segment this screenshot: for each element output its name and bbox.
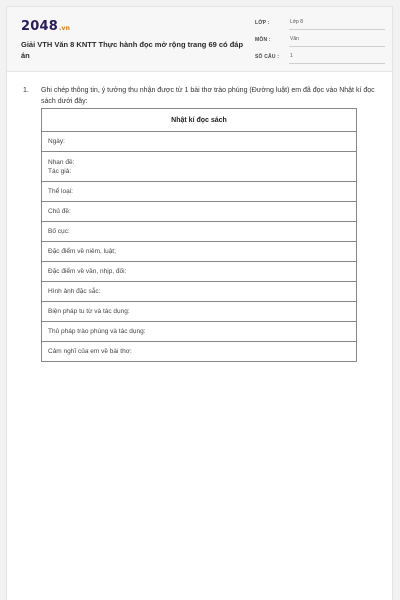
journal-field-label: Hình ảnh đặc sắc: [48,288,101,295]
journal-field-imagery[interactable] [42,282,357,302]
journal-title: Nhật kí đọc sách [42,109,357,132]
journal-header-row [42,109,357,132]
worksheet-meta [255,17,385,68]
meta-class-label: LỚP : [255,20,270,26]
journal-row [42,182,357,202]
meta-subject-label: MÔN : [255,37,271,43]
question-number: 1. [23,87,29,94]
journal-row [42,152,357,182]
journal-field-label: Đặc điểm về niêm, luật; [48,248,116,255]
journal-field-label: Biện pháp tu từ và tác dụng: [48,308,130,315]
journal-row [42,342,357,362]
logo-domain: .vn [58,25,71,32]
meta-class-value: Lớp 8 [289,18,385,30]
journal-field-title-author[interactable] [42,152,357,182]
journal-field-label: Ngày: [48,138,65,145]
journal-field-date[interactable] [42,132,357,152]
journal-field-label: Cảm nghĩ của em về bài thơ: [48,348,132,355]
journal-field-structure[interactable] [42,222,357,242]
journal-field-reflection[interactable] [42,342,357,362]
journal-field-rhythm[interactable] [42,262,357,282]
journal-field-label: Nhan đề: [48,158,75,166]
journal-field-rhyme-rules[interactable] [42,242,357,262]
meta-question-count-label: SỐ CÂU : [255,54,280,60]
journal-row [42,132,357,152]
journal-field-label: Thể loại: [48,188,73,195]
logo-text: 2048 [21,19,58,34]
meta-question-count-row [255,51,385,68]
reading-journal-table [41,108,357,362]
journal-row [42,282,357,302]
journal-field-label: Thủ pháp trào phúng và tác dụng: [48,328,146,335]
worksheet-page [6,6,393,600]
journal-row [42,302,357,322]
journal-field-rhetoric[interactable] [42,302,357,322]
journal-field-genre[interactable] [42,182,357,202]
journal-field-satire[interactable] [42,322,357,342]
meta-question-count-value: 1 [289,52,385,64]
journal-row [42,322,357,342]
journal-field-label: Tác giả: [48,167,72,175]
journal-field-theme[interactable] [42,202,357,222]
document-title: Giải VTH Văn 8 KNTT Thực hành đọc mở rộng trang 69 có đáp án [21,40,244,60]
meta-subject-row [255,34,385,51]
journal-row [42,242,357,262]
worksheet-header [7,7,392,72]
meta-subject-value: Văn [289,35,385,47]
journal-row [42,262,357,282]
journal-row [42,202,357,222]
journal-field-label: Bố cục: [48,228,70,235]
journal-field-label: Đặc điểm về vần, nhịp, đối: [48,268,127,275]
question-text: Ghi chép thông tin, ý tưởng thu nhận được từ 1 bài thơ trào phúng (Đường luật) em đã đọc vào Nhật kí đọc sách dưới đây: [41,87,375,105]
journal-field-label: Chủ đề: [48,208,71,215]
meta-class-row [255,17,385,34]
site-logo[interactable] [21,19,70,34]
journal-row [42,222,357,242]
